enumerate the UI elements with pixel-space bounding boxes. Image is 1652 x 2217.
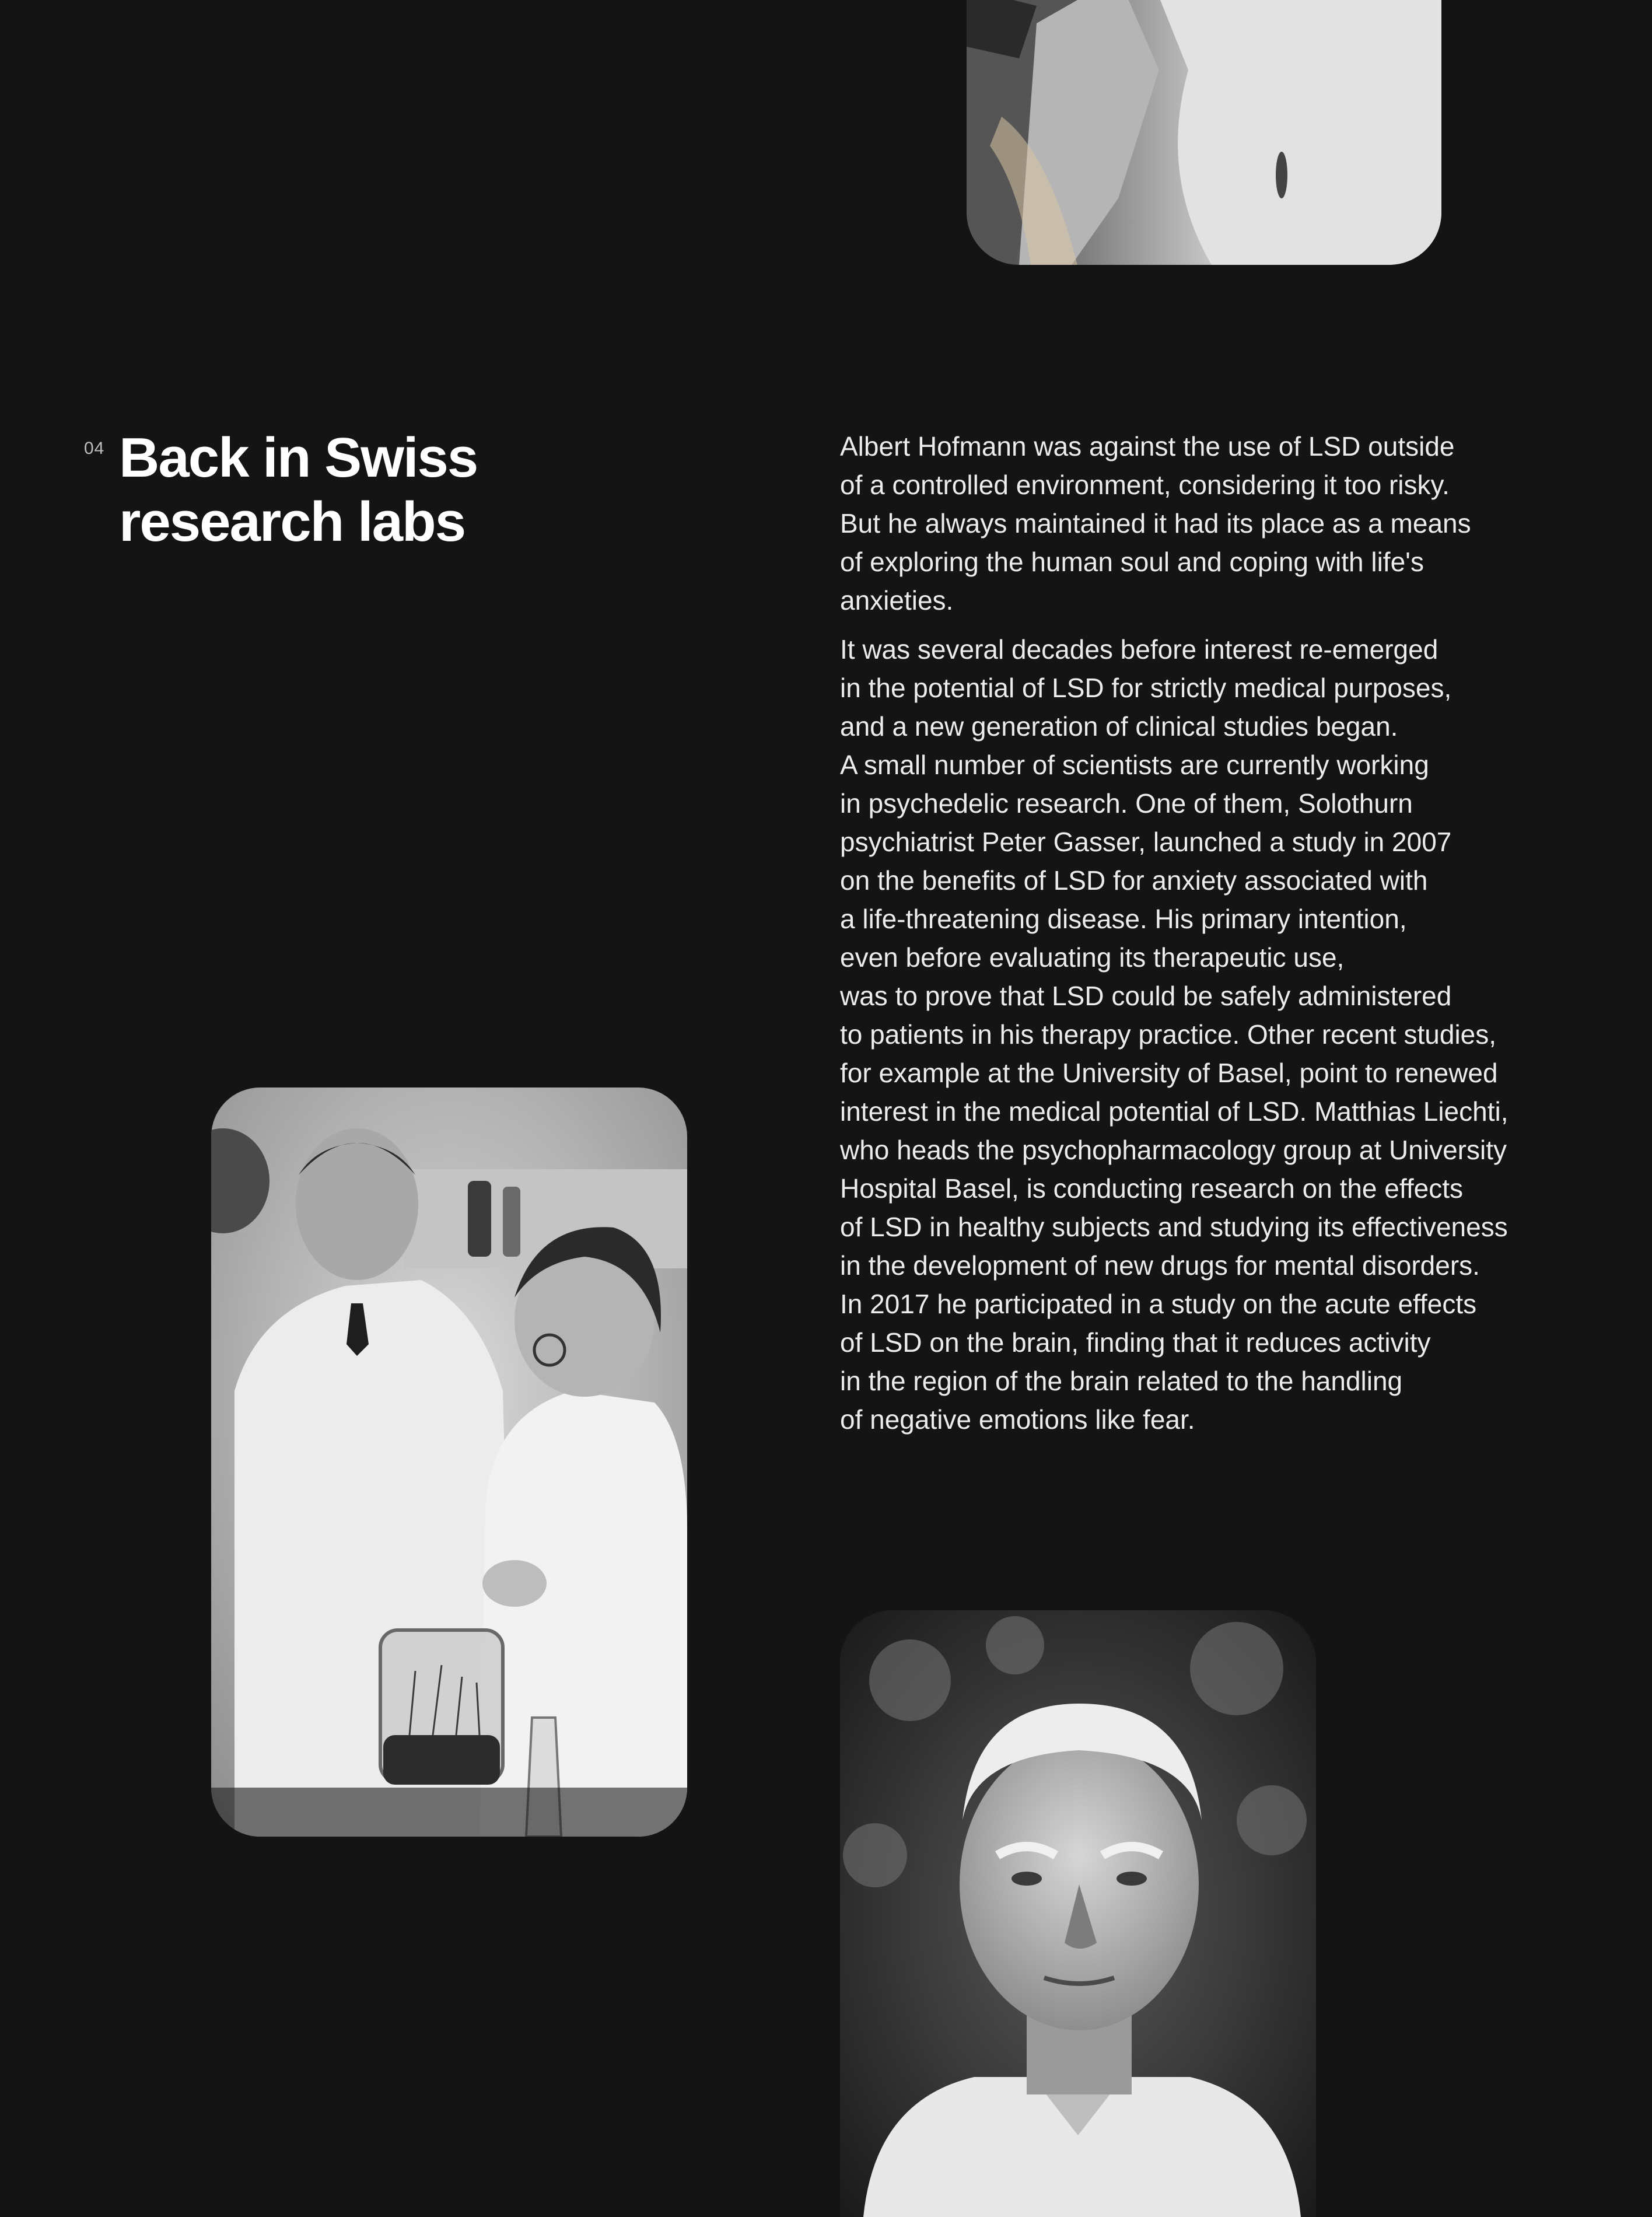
article-paragraph: It was several decades before interest re-emerged in the potential of LSD for strictly medical purposes, and a new generation of clinical studies began. A small number of scientists are currently working in psychedelic research. One of them, Solothurn psychiatrist Peter Gasser, launched a study in 2007 on the benefits of LSD for anxiety associated with a life-threatening disease. His primary intention, even before evaluating its therapeutic use, was to prove that LSD could be safely administered to patients in his therapy practice. Other recent studies, for example at the University of Basel, point to renewed interest in the medical potential of LSD. Matthias Liechti, who heads the psychopharmacology group at University Hospital Basel, is conducting research on the effects of LSD in healthy subjects and studying its effectiveness in the development of new drugs for mental disorders. In 2017 he participated in a study on the acute effects of LSD on the brain, finding that it reduces activity in the region of the brain related to the handling of negative emotions like fear. bbox=[840, 634, 1508, 1435]
article-body bbox=[840, 427, 1598, 1439]
section-title: Back in Swiss research labs bbox=[119, 426, 478, 553]
photo-lab-coat-partial bbox=[967, 0, 1441, 265]
section-number: 04 bbox=[84, 439, 105, 458]
photo-two-scientists-lab bbox=[211, 1087, 687, 1837]
photo-elderly-man-portrait bbox=[840, 1610, 1316, 2217]
article-paragraph: Albert Hofmann was against the use of LSD outside of a controlled environment, considering it too risky. But he always maintained it had its place as a means of exploring the human soul and coping with life's anxieties. bbox=[840, 431, 1471, 616]
